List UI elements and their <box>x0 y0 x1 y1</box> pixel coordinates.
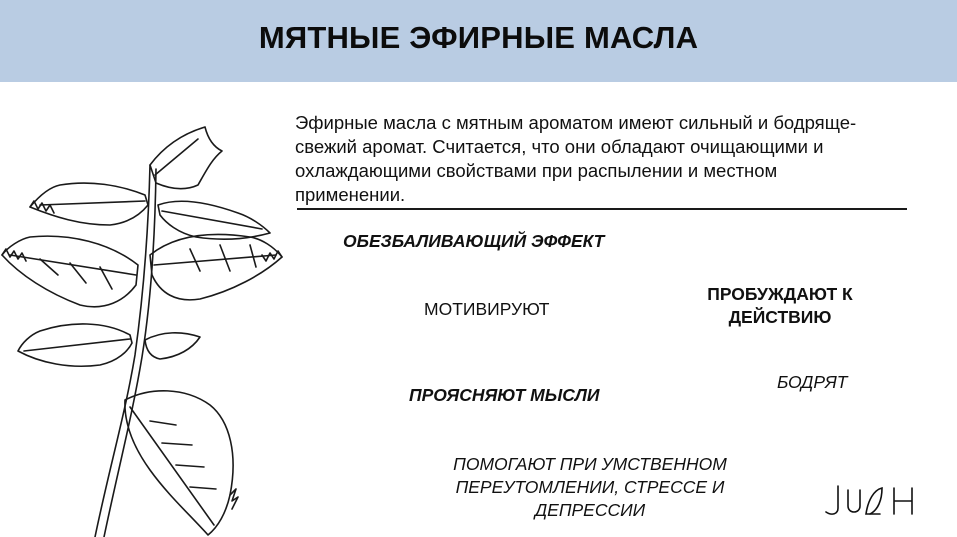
effect-mental-fatigue <box>440 453 740 522</box>
leaf-top <box>150 127 222 189</box>
plant-stem <box>95 165 150 537</box>
leaf-right-large <box>150 234 282 299</box>
title-banner <box>0 0 957 82</box>
effect-mental-line: ДЕПРЕССИИ <box>534 500 646 520</box>
effect-clarify: ПРОЯСНЯЮТ МЫСЛИ <box>409 385 600 405</box>
effect-awaken <box>700 283 860 329</box>
intro-line: охлаждающими свойствами при распылении и местном <box>295 160 778 181</box>
intro-line: применении. <box>295 184 406 205</box>
juah-logo <box>822 480 922 520</box>
logo-text: JUAH <box>822 480 825 481</box>
effect-pain-relief: ОБЕЗБАЛИВАЮЩИЙ ЭФФЕКТ <box>343 231 605 251</box>
leaf-lower-large <box>125 391 233 535</box>
effect-mental-line: ПОМОГАЮТ ПРИ УМСТВЕННОМ <box>453 454 727 474</box>
effect-awaken-line: ПРОБУЖДАЮТ К <box>707 284 853 304</box>
divider-line <box>297 208 907 210</box>
effect-motivate: МОТИВИРУЮТ <box>424 299 550 319</box>
leaf-middle-right <box>145 333 200 359</box>
effect-invigorate: БОДРЯТ <box>777 372 848 392</box>
intro-paragraph <box>295 111 895 207</box>
intro-line: Эфирные масла с мятным ароматом имеют сильный и бодряще- <box>295 112 857 133</box>
intro-line: свежий аромат. Считается, что они обладают очищающими и <box>295 136 824 157</box>
mint-plant-illustration <box>0 125 290 537</box>
effect-mental-line: ПЕРЕУТОМЛЕНИИ, СТРЕССЕ И <box>455 477 725 497</box>
page-title: МЯТНЫЕ ЭФИРНЫЕ МАСЛА <box>258 20 699 55</box>
effect-awaken-line: ДЕЙСТВИЮ <box>728 307 832 327</box>
